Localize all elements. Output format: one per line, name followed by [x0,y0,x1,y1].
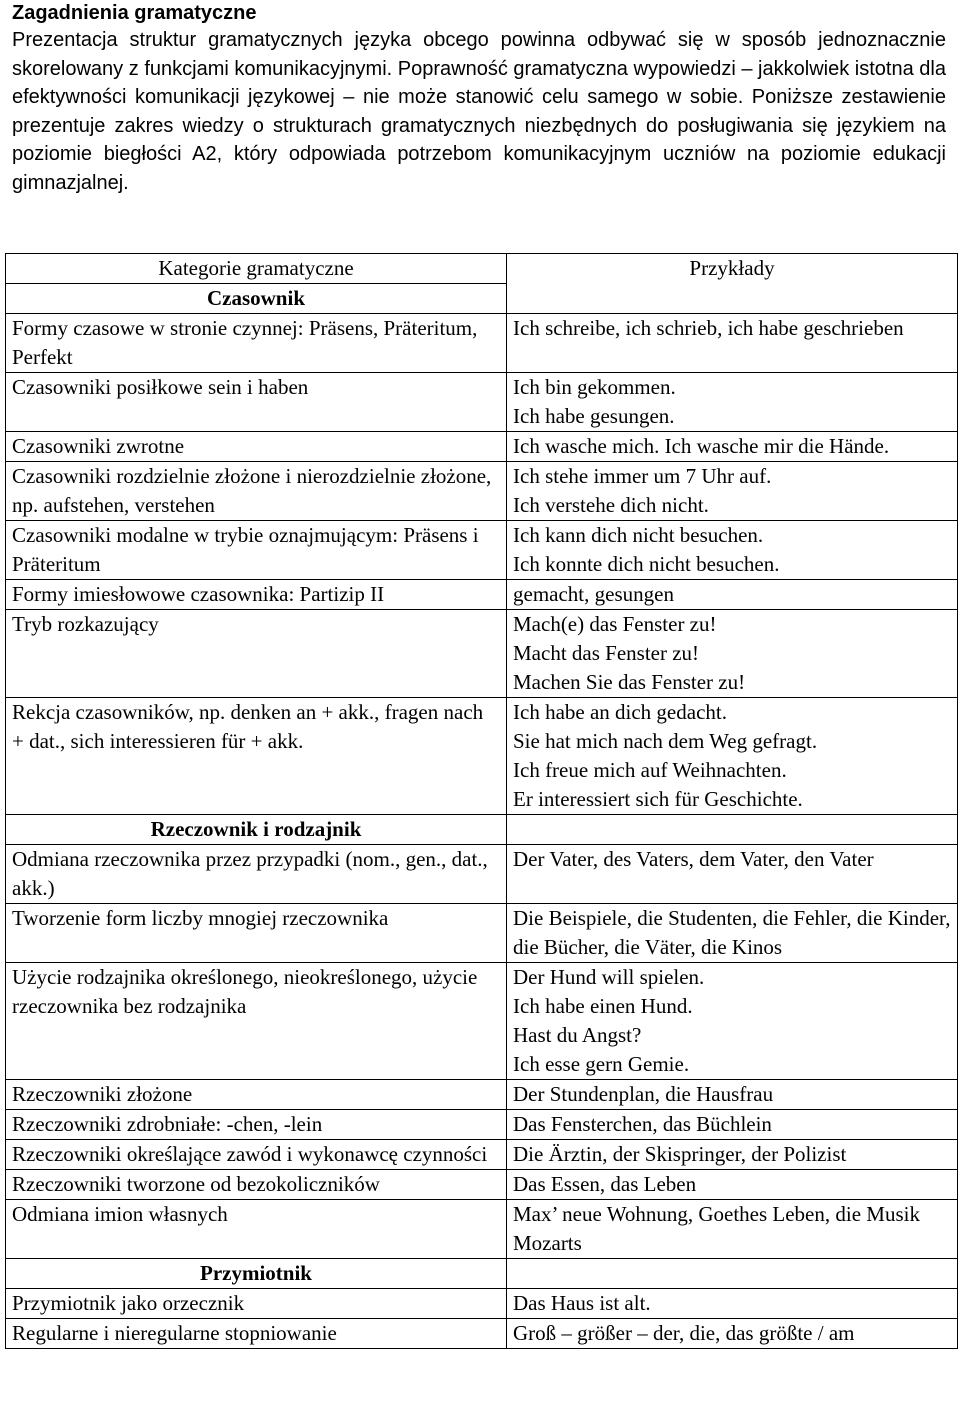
table-row [6,521,958,580]
examples-cell: Die Ärztin, der Skispringer, der Polizist [507,1140,958,1170]
examples-cell [507,610,958,698]
intro-paragraph: Prezentacja struktur gramatycznych języka obcego powinna odbywać się w sposób jednoznacznie skorelowany z funkcjami komunikacyjnymi. Poprawność gramatyczna wypowiedzi – jakkolwiek istotna dla efektywności komunikacji językowej – nie może stanowić celu samego w sobie. Poniższe zestawienie prezentuje zakres wiedzy o strukturach gramatycznych niezbędnych do posługiwania się językiem na poziomie biegłości A2, który odpowiada potrzebom komunikacyjnym uczniów na poziomie edukacji gimnazjalnej. [12,29,946,194]
category-cell: Rzeczowniki złożone [6,1080,507,1110]
example-line: Der Hund will spielen. [513,965,705,989]
category-cell: Regularne i nieregularne stopniowanie [6,1319,507,1349]
category-cell: Tryb rozkazujący [6,610,507,698]
examples-cell [507,373,958,432]
example-line: Ich bin gekommen. [513,375,676,399]
category-cell: Czasowniki rozdzielnie złożone i nierozdzielnie złożone, np. aufstehen, verstehen [6,462,507,521]
section-row [6,815,958,845]
category-cell: Czasowniki posiłkowe sein i haben [6,373,507,432]
table-row [6,1080,958,1110]
examples-cell [507,462,958,521]
empty-cell [507,1259,958,1289]
table-row [6,904,958,963]
category-cell: Przymiotnik jako orzecznik [6,1289,507,1319]
category-cell: Rzeczowniki tworzone od bezokoliczników [6,1170,507,1200]
table-row [6,580,958,610]
grammar-table [5,253,958,1349]
category-cell: Rzeczowniki zdrobniałe: -chen, -lein [6,1110,507,1140]
examples-cell: Der Vater, des Vaters, dem Vater, den Vater [507,845,958,904]
category-cell: Odmiana rzeczownika przez przypadki (nom., gen., dat., akk.) [6,845,507,904]
example-line: Macht das Fenster zu! [513,641,700,665]
category-cell: Rzeczowniki określające zawód i wykonawcę czynności [6,1140,507,1170]
table-row [6,1140,958,1170]
example-line: Ich stehe immer um 7 Uhr auf. [513,464,772,488]
examples-cell: Max’ neue Wohnung, Goethes Leben, die Musik Mozarts [507,1200,958,1259]
example-line: Ich habe gesungen. [513,404,675,428]
category-cell: Tworzenie form liczby mnogiej rzeczownika [6,904,507,963]
examples-cell: gemacht, gesungen [507,580,958,610]
example-line: Ich freue mich auf Weihnachten. [513,758,787,782]
table-row [6,963,958,1080]
empty-cell [507,815,958,845]
header-category: Kategorie gramatyczne [6,254,507,284]
table-row [6,432,958,462]
examples-cell: Die Beispiele, die Studenten, die Fehler, die Kinder, die Bücher, die Väter, die Kinos [507,904,958,963]
section-title: Zagadnienia gramatyczne [12,2,257,24]
section-heading-przymiotnik: Przymiotnik [6,1259,507,1289]
table-row [6,610,958,698]
table-row [6,1319,958,1349]
category-cell: Rekcja czasowników, np. denken an + akk., fragen nach + dat., sich interessieren für + akk. [6,698,507,815]
category-cell: Formy imiesłowowe czasownika: Partizip II [6,580,507,610]
section-heading-czasownik: Czasownik [6,284,507,314]
examples-cell: Ich wasche mich. Ich wasche mir die Hände. [507,432,958,462]
example-line: Hast du Angst? [513,1023,642,1047]
table-row [6,1170,958,1200]
examples-cell: Ich schreibe, ich schrieb, ich habe geschrieben [507,314,958,373]
header-examples: Przykłady [507,254,958,314]
examples-cell: Das Haus ist alt. [507,1289,958,1319]
category-cell: Czasowniki zwrotne [6,432,507,462]
section-row [6,1259,958,1289]
examples-cell [507,521,958,580]
table-header-row [6,254,958,284]
category-cell: Formy czasowe w stronie czynnej: Präsens, Präteritum, Perfekt [6,314,507,373]
category-cell: Użycie rodzajnika określonego, nieokreślonego, użycie rzeczownika bez rodzajnika [6,963,507,1080]
category-cell: Odmiana imion własnych [6,1200,507,1259]
example-line: Ich esse gern Gemie. [513,1052,690,1076]
section-heading-rzeczownik: Rzeczownik i rodzajnik [6,815,507,845]
examples-cell: Das Essen, das Leben [507,1170,958,1200]
intro-section [12,0,946,197]
category-cell: Czasowniki modalne w trybie oznajmującym: Präsens i Präteritum [6,521,507,580]
example-line: Ich habe einen Hund. [513,994,693,1018]
example-line: Ich kann dich nicht besuchen. [513,523,764,547]
table-row [6,845,958,904]
table-row [6,314,958,373]
example-line: Machen Sie das Fenster zu! [513,670,746,694]
example-line: Sie hat mich nach dem Weg gefragt. [513,729,818,753]
example-line: Ich habe an dich gedacht. [513,700,727,724]
examples-cell [507,963,958,1080]
table-row [6,1289,958,1319]
examples-cell [507,698,958,815]
table-row [6,698,958,815]
examples-cell: Groß – größer – der, die, das größte / am [507,1319,958,1349]
table-row [6,1200,958,1259]
example-line: Ich verstehe dich nicht. [513,493,709,517]
examples-cell: Der Stundenplan, die Hausfrau [507,1080,958,1110]
example-line: Ich konnte dich nicht besuchen. [513,552,780,576]
table-row [6,1110,958,1140]
example-line: Mach(e) das Fenster zu! [513,612,717,636]
table-row [6,373,958,432]
examples-cell: Das Fensterchen, das Büchlein [507,1110,958,1140]
example-line: Er interessiert sich für Geschichte. [513,787,803,811]
table-row [6,462,958,521]
